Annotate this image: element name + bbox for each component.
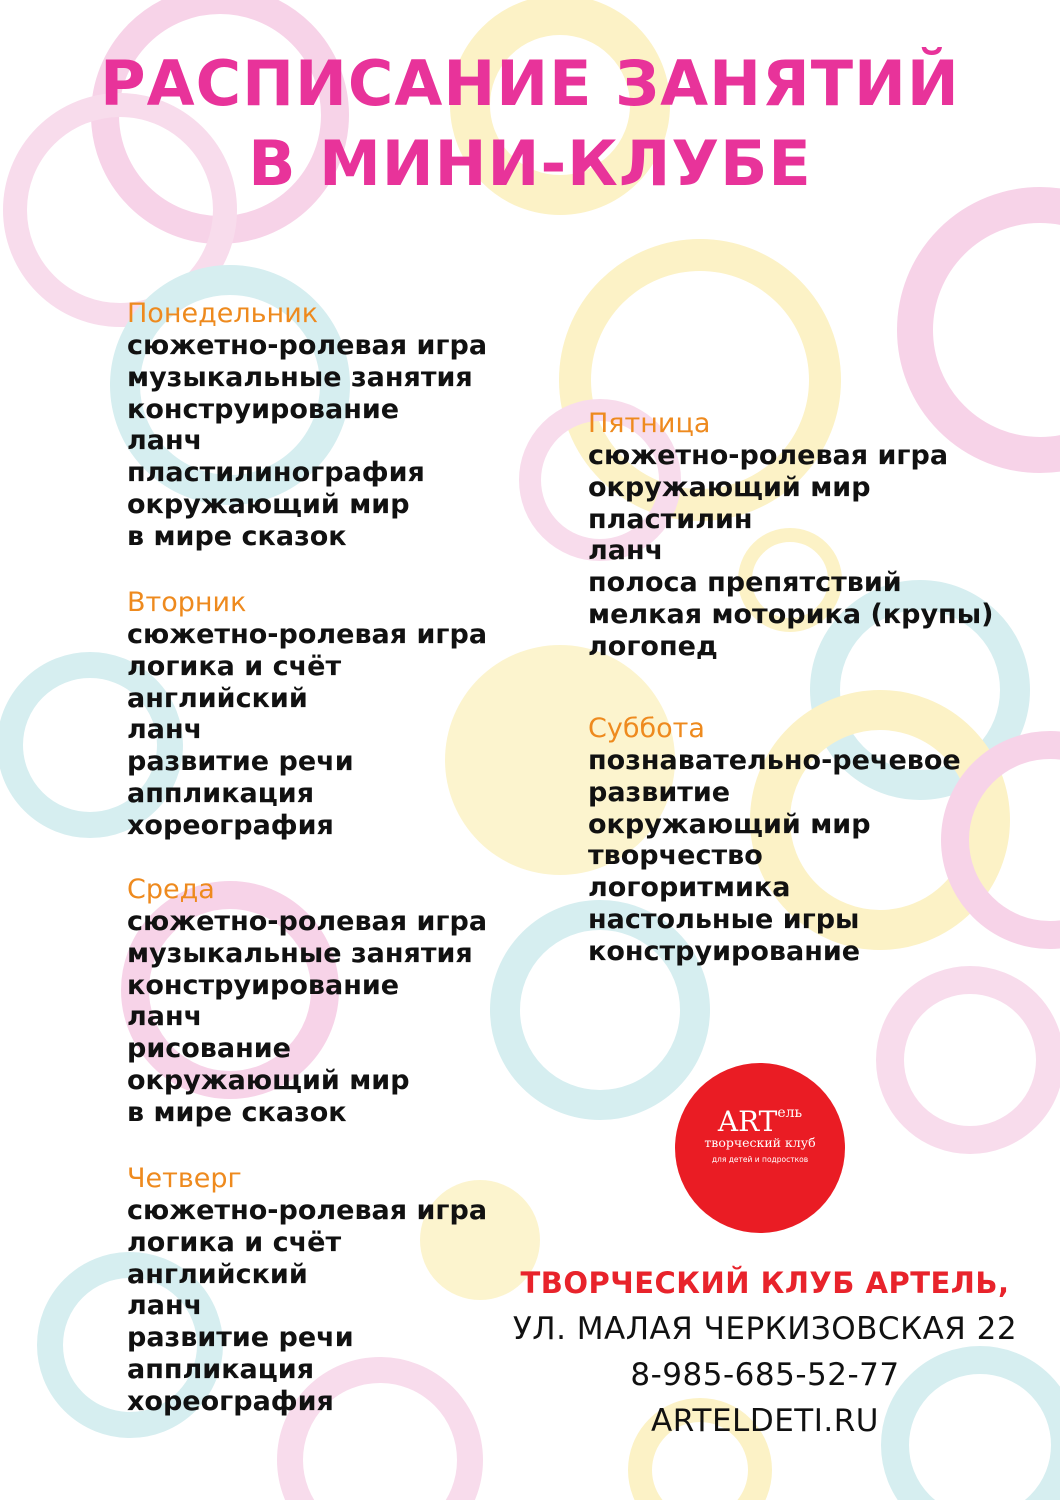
title-line-2: В МИНИ-КЛУБЕ [248,127,812,200]
day-saturday [588,713,961,968]
activity-item: сюжетно-ролевая игра [127,330,488,361]
day-name: Четверг [127,1163,242,1194]
day-name: Суббота [588,713,705,744]
activity-item: конструирование [588,935,861,967]
activity-item: мелкая моторика (крупы) [588,598,994,630]
logo-el: ель [777,1105,803,1121]
day-name: Вторник [127,587,247,618]
activity-list [127,330,487,553]
address: УЛ. МАЛАЯ ЧЕРКИЗОВСКАЯ 22 [512,1311,1018,1347]
activity-item: сюжетно-ролевая игра [127,906,488,937]
activity-item: сюжетно-ролевая игра [588,440,949,471]
activity-item: в мире сказок [127,1096,347,1128]
activity-list [588,745,961,968]
activity-list [127,1195,487,1418]
contact-block [500,1260,1030,1444]
activity-item: музыкальные занятия [127,937,473,969]
activity-item: ланч [127,714,203,746]
activity-item: хореография [127,809,334,841]
artel-logo [675,1063,845,1233]
activity-item: окружающий мир [127,1064,410,1096]
activity-item: в мире сказок [127,520,347,552]
activity-item: музыкальные занятия [127,361,473,393]
activity-item: полоса препятствий [588,567,902,599]
activity-item: конструирование [127,393,400,425]
activity-item: логоритмика [588,872,791,904]
activity-item: аппликация [127,777,315,809]
activity-item: логика и счёт [127,650,342,682]
activity-item: сюжетно-ролевая игра [127,619,488,650]
activity-item: сюжетно-ролевая игра [127,1195,488,1226]
activity-item: развитие речи [127,746,354,778]
day-friday [588,408,993,663]
page-title [0,44,1060,204]
activity-item: логика и счёт [127,1226,342,1258]
activity-item: развитие [588,776,731,808]
logo-tagline: творческий клуб [704,1135,816,1150]
activity-item: познавательно-речевое [588,745,961,776]
logo-wordmark [675,1097,845,1138]
activity-item: окружающий мир [127,488,410,520]
day-name: Среда [127,874,215,905]
day-monday [127,298,487,553]
activity-list [127,906,487,1129]
day-wednesday [127,874,487,1129]
day-name: Пятница [588,408,711,439]
activity-item: ланч [127,1001,203,1033]
title-line-1: РАСПИСАНИЕ ЗАНЯТИЙ [100,47,960,120]
activity-item: хореография [127,1385,334,1417]
day-thursday [127,1163,487,1418]
club-name: ТВОРЧЕСКИЙ КЛУБ АРТЕЛЬ, [520,1266,1010,1300]
activity-item: развитие речи [127,1322,354,1354]
activity-item: пластилин [588,503,753,535]
logo-subtagline: для детей и подростков [711,1155,809,1164]
activity-item: английский [127,682,308,714]
activity-item: творчество [588,840,763,872]
logo-art: ART [717,1105,778,1138]
activity-item: окружающий мир [588,808,871,840]
activity-list [588,440,993,663]
activity-item: ланч [127,425,203,457]
activity-item: логопед [588,630,718,662]
activity-item: пластилинография [127,457,425,489]
activity-item: аппликация [127,1353,315,1385]
day-name: Понедельник [127,298,319,329]
day-tuesday [127,587,487,842]
activity-item: ланч [588,535,664,567]
activity-item: окружающий мир [588,471,871,503]
website: ARTELDETI.RU [651,1403,879,1439]
activity-list [127,619,487,842]
activity-item: конструирование [127,969,400,1001]
phone-number: 8-985-685-52-77 [630,1357,900,1393]
activity-item: рисование [127,1033,291,1065]
activity-item: английский [127,1258,308,1290]
activity-item: настольные игры [588,903,860,935]
activity-item: ланч [127,1290,203,1322]
